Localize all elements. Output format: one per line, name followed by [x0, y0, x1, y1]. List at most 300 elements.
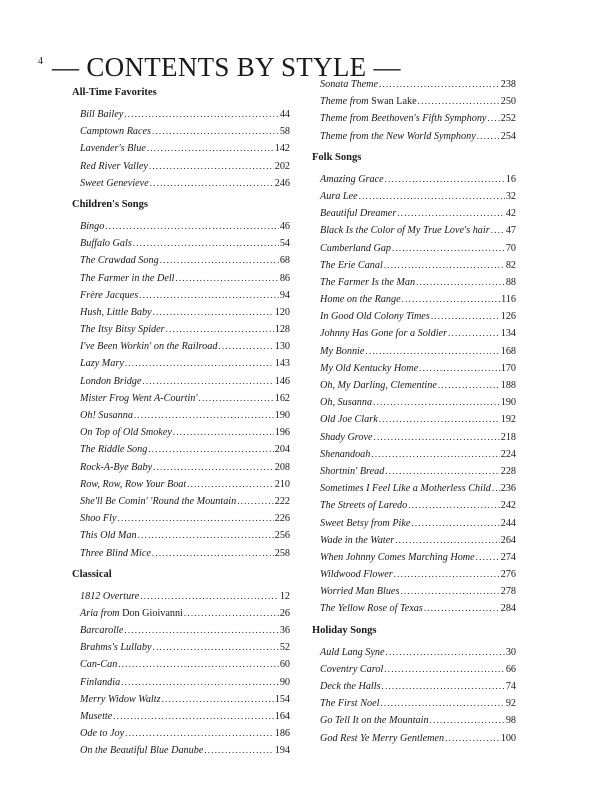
toc-entry[interactable]: [312, 644, 516, 661]
dot-leader: [380, 695, 504, 712]
entry-page-number: 238: [500, 79, 516, 90]
entry-title: [320, 429, 373, 446]
entry-title-text: Merry Widow Waltz: [80, 693, 161, 705]
entry-title-text: Beautiful Dreamer: [320, 208, 397, 220]
toc-entry[interactable]: [312, 695, 516, 712]
entry-page-number: 226: [274, 513, 290, 525]
toc-entry[interactable]: [312, 712, 516, 729]
toc-entry[interactable]: [72, 708, 290, 725]
entry-title: [320, 644, 385, 661]
entry-title-text: Aria from: [80, 607, 123, 619]
entry-page-number: 116: [501, 294, 516, 306]
dot-leader: [173, 424, 274, 441]
toc-entry[interactable]: [312, 730, 516, 747]
toc-entry[interactable]: [312, 411, 516, 428]
entry-page-number: 246: [274, 177, 290, 189]
entry-title-text: She'll Be Comin' 'Round the Mountain: [80, 495, 237, 507]
dot-leader: [118, 510, 274, 527]
entry-title: [320, 110, 486, 127]
dot-leader: [237, 493, 274, 510]
toc-entry[interactable]: [312, 480, 516, 497]
entry-title-text: Mister Frog Went A-Courtin': [80, 392, 198, 404]
toc-entry[interactable]: [312, 377, 516, 394]
entry-title: [320, 515, 410, 532]
entry-title: [320, 205, 396, 222]
toc-entry[interactable]: [312, 583, 516, 600]
entry-title-text: The First Noel: [320, 698, 380, 710]
entry-page-number: 210: [274, 478, 290, 490]
entry-title-text: Musette: [80, 711, 113, 722]
entry-page-number: 276: [500, 569, 516, 581]
entry-title-text: The Farmer in the Dell: [80, 272, 175, 284]
dot-leader: [385, 463, 499, 480]
dot-leader: [386, 644, 505, 661]
entry-title-text: Home on the Range: [320, 294, 401, 306]
toc-entry[interactable]: [72, 545, 290, 562]
toc-entry[interactable]: [72, 287, 290, 304]
entry-page-number: 30: [505, 646, 516, 658]
entry-title: [80, 407, 133, 424]
dot-leader: [153, 639, 279, 656]
entry-title-text: Oh, My Darling, Clementine: [320, 380, 437, 391]
entry-title-text: Shoo Fly: [80, 513, 117, 525]
entry-title-text: Sometimes I Feel Like a Motherless Child: [320, 483, 491, 495]
toc-entry[interactable]: [312, 128, 516, 145]
entry-title: [320, 171, 384, 188]
entry-title-text: Auld Lang Syne: [320, 646, 385, 658]
dot-leader: [113, 708, 273, 725]
entry-title-work: Don Gioivanni: [122, 607, 183, 619]
entry-title-text: Johnny Has Gone for a Soldier: [320, 328, 448, 340]
entry-title-text: When Johnny Comes Marching Home: [320, 551, 475, 563]
entry-page-number: 254: [500, 130, 516, 142]
dot-leader: [124, 622, 278, 639]
entry-title: [80, 218, 104, 235]
entry-page-number: 252: [500, 113, 516, 125]
entry-title: [320, 291, 401, 308]
dot-leader: [125, 725, 274, 742]
entry-page-number: 274: [500, 551, 516, 563]
entry-title: [80, 605, 183, 622]
entry-title: [80, 424, 172, 441]
entry-page-number: 100: [500, 732, 516, 744]
entry-title-text: Oh, Susanna: [320, 397, 373, 409]
entry-title: [80, 106, 123, 123]
dot-leader: [438, 377, 500, 394]
entry-title: [320, 274, 415, 291]
entry-page-number: 146: [274, 375, 290, 387]
entry-title: [320, 240, 391, 257]
dot-leader: [204, 742, 273, 759]
entry-title: [80, 175, 149, 192]
entry-page-number: 134: [500, 328, 516, 340]
entry-title-text: Aura Lee: [320, 190, 358, 202]
toc-entry[interactable]: [312, 549, 516, 566]
entry-title: [80, 390, 198, 407]
toc-entry[interactable]: [72, 588, 290, 605]
toc-entry[interactable]: [312, 274, 516, 291]
entry-title-text: The Farmer Is the Man: [320, 276, 416, 288]
entry-title: [320, 730, 444, 747]
dot-leader: [394, 566, 500, 583]
entry-page-number: 130: [274, 341, 290, 353]
entry-title: [320, 446, 370, 463]
entry-title: [80, 476, 186, 493]
entry-title-text: Worried Man Blues: [320, 586, 400, 598]
entry-page-number: 82: [505, 259, 516, 271]
entry-title-text: Rock-A-Bye Baby: [80, 461, 153, 473]
dot-leader: [160, 252, 279, 269]
entry-title-text: Row, Row, Row Your Boat: [80, 478, 187, 490]
entry-title-text: I've Been Workin' on the Railroad: [80, 341, 218, 353]
dot-leader: [379, 411, 500, 428]
entry-title-text: Bingo: [80, 220, 105, 232]
dot-leader: [218, 338, 273, 355]
toc-entry[interactable]: [72, 321, 290, 338]
entry-title-text: Oh! Susanna: [80, 410, 133, 421]
entry-title: [320, 93, 417, 110]
toc-entry[interactable]: [312, 532, 516, 549]
toc-entry[interactable]: [312, 110, 516, 127]
toc-entry[interactable]: [312, 222, 516, 239]
entry-title: [80, 588, 139, 605]
dot-leader: [402, 291, 500, 308]
entry-page-number: 264: [500, 534, 516, 546]
entry-title-text: Ode to Joy: [80, 728, 125, 740]
toc-entry[interactable]: [72, 742, 290, 759]
entry-title: [320, 463, 384, 480]
entry-title-text: Coventry Carol: [320, 663, 384, 675]
entry-page-number: 164: [274, 711, 290, 722]
toc-entry[interactable]: [312, 171, 516, 188]
entry-title: [80, 656, 117, 673]
entry-page-number: 236: [500, 483, 516, 495]
toc-entry[interactable]: [312, 446, 516, 463]
entry-page-number: 250: [500, 96, 516, 108]
entry-title: [80, 725, 124, 742]
entry-title: [80, 742, 203, 759]
entry-page-number: 47: [505, 225, 516, 237]
dot-leader: [431, 308, 500, 325]
toc-entry[interactable]: [312, 343, 516, 360]
entry-page-number: 194: [274, 745, 290, 757]
toc-entry[interactable]: [72, 304, 290, 321]
entry-page-number: 244: [500, 517, 516, 529]
entry-page-number: 278: [500, 586, 516, 598]
toc-entry[interactable]: [312, 497, 516, 514]
entry-page-number: 58: [279, 126, 290, 138]
entry-title: [320, 222, 490, 239]
entry-title: [80, 373, 141, 390]
entry-title: [80, 622, 123, 639]
toc-entry[interactable]: [312, 661, 516, 678]
left-column: [72, 84, 290, 760]
toc-entry[interactable]: [72, 270, 290, 287]
dot-leader: [492, 480, 500, 497]
toc-entry[interactable]: [72, 123, 290, 140]
entry-title-text: God Rest Ye Merry Gentlemen: [320, 732, 445, 744]
toc-entry[interactable]: [312, 188, 516, 205]
dot-leader: [105, 218, 278, 235]
toc-entry[interactable]: [72, 338, 290, 355]
entry-title: [80, 355, 124, 372]
dot-leader: [382, 678, 505, 695]
entry-title: [80, 304, 152, 321]
dot-leader: [416, 274, 505, 291]
entry-page-number: 120: [274, 306, 290, 318]
toc-entry[interactable]: [72, 355, 290, 372]
toc-entry[interactable]: [72, 252, 290, 269]
entry-title-text: Shenandoah: [320, 448, 371, 460]
toc-entry[interactable]: [72, 390, 290, 407]
entry-title-text: 1812 Overture: [80, 590, 140, 602]
toc-entry[interactable]: [72, 622, 290, 639]
entry-page-number: 204: [274, 444, 290, 456]
dot-leader: [139, 287, 279, 304]
toc-entry[interactable]: [312, 429, 516, 446]
entry-page-number: 154: [274, 693, 290, 705]
dot-leader: [138, 527, 274, 544]
dot-leader: [153, 304, 274, 321]
entry-page-number: 224: [500, 448, 516, 460]
dot-leader: [397, 205, 505, 222]
toc-entry[interactable]: [312, 566, 516, 583]
toc-entry[interactable]: [312, 600, 516, 617]
toc-entry[interactable]: [72, 605, 290, 622]
toc-entry[interactable]: [72, 656, 290, 673]
entry-page-number: 242: [500, 500, 516, 512]
entry-page-number: 258: [274, 547, 290, 559]
section-heading: Classical: [72, 568, 112, 580]
dot-leader: [147, 140, 274, 157]
entry-title-text: London Bridge: [80, 375, 142, 387]
entry-title-text: Black Is the Color of My True Love's hair: [320, 225, 490, 237]
dot-leader: [184, 605, 279, 622]
dot-leader: [359, 188, 505, 205]
toc-entry[interactable]: [72, 639, 290, 656]
page-number: 4: [38, 56, 43, 67]
entry-title-text: Bill Bailey: [80, 109, 124, 120]
entry-title-text: Sweet Genevieve: [80, 177, 149, 189]
toc-entry[interactable]: [312, 240, 516, 257]
dot-leader: [118, 656, 278, 673]
entry-page-number: 190: [274, 410, 290, 421]
toc-entry[interactable]: [72, 218, 290, 235]
toc-entry[interactable]: [312, 394, 516, 411]
entry-title: [80, 527, 137, 544]
entry-page-number: 186: [274, 728, 290, 740]
toc-entry[interactable]: [312, 325, 516, 342]
entry-page-number: 192: [500, 414, 516, 426]
entry-page-number: 90: [279, 676, 290, 688]
entry-page-number: 60: [279, 659, 290, 671]
toc-entry[interactable]: [72, 476, 290, 493]
entry-page-number: 170: [500, 362, 516, 374]
entry-page-number: 88: [505, 276, 516, 288]
dot-leader: [445, 730, 500, 747]
entry-page-number: 42: [505, 208, 516, 220]
page-title: — CONTENTS BY STYLE —: [52, 52, 401, 82]
entry-page-number: 202: [274, 160, 290, 172]
toc-entry[interactable]: [72, 407, 290, 424]
entry-title: [80, 441, 147, 458]
entry-page-number: 188: [500, 380, 516, 391]
entry-title-text: Deck the Halls: [320, 681, 381, 692]
toc-entry[interactable]: [72, 510, 290, 527]
entry-page-number: 196: [274, 427, 290, 439]
entry-page-number: 126: [500, 311, 516, 323]
entry-title-text: The Crawdad Song: [80, 255, 159, 267]
entry-page-number: 256: [274, 530, 290, 542]
entry-title-text: Brahms's Lullaby: [80, 642, 152, 654]
entry-page-number: 98: [505, 715, 516, 727]
dot-leader: [150, 175, 274, 192]
entry-title-text: On the Beautiful Blue Danube: [80, 745, 204, 757]
entry-title: [320, 128, 476, 145]
dot-leader: [162, 691, 274, 708]
entry-title-text: Finlandia: [80, 676, 121, 688]
dot-leader: [134, 407, 274, 424]
toc-entry[interactable]: [72, 140, 290, 157]
section-heading: Holiday Songs: [312, 624, 377, 636]
entry-title-text: Barcarolle: [80, 625, 124, 637]
entry-title: [320, 188, 358, 205]
entry-title: [320, 497, 407, 514]
section-heading: Children's Songs: [72, 198, 148, 210]
toc-entry[interactable]: [312, 93, 516, 110]
entry-title-text: Cumberland Gap: [320, 242, 392, 254]
toc-entry[interactable]: [72, 158, 290, 175]
entry-title-text: Theme from Beethoven's Fifth Symphony: [320, 113, 487, 125]
toc-entry[interactable]: [72, 691, 290, 708]
toc-entry[interactable]: [312, 205, 516, 222]
dot-leader: [133, 235, 279, 252]
entry-page-number: 74: [505, 681, 516, 692]
entry-title: [80, 545, 151, 562]
entry-title-work: Swan Lake: [371, 96, 417, 108]
dot-leader: [430, 712, 505, 729]
entry-page-number: 70: [505, 242, 516, 254]
dot-leader: [384, 661, 505, 678]
entry-title-text: Camptown Races: [80, 126, 152, 138]
entry-title: [80, 493, 236, 510]
toc-entry[interactable]: [72, 674, 290, 691]
entry-title: [80, 691, 161, 708]
dot-leader: [476, 549, 500, 566]
toc-entry[interactable]: [312, 463, 516, 480]
dot-leader: [418, 93, 500, 110]
entry-title: [320, 695, 379, 712]
entry-title-text: My Bonnie: [320, 345, 365, 357]
entry-title-text: In Good Old Colony Times: [320, 311, 430, 323]
section-heading: All-Time Favorites: [72, 87, 157, 98]
entry-title: [320, 661, 383, 678]
entry-title: [320, 377, 437, 394]
dot-leader: [477, 128, 500, 145]
entry-page-number: 143: [274, 358, 290, 370]
toc-entry[interactable]: [312, 257, 516, 274]
dot-leader: [400, 583, 499, 600]
entry-title: [80, 252, 159, 269]
dot-leader: [176, 270, 279, 287]
dot-leader: [419, 360, 500, 377]
entry-title-text: Can-Can: [80, 659, 118, 671]
entry-title: [80, 235, 132, 252]
entry-title: [80, 459, 152, 476]
entry-title: [320, 480, 491, 497]
entry-title-text: Frère Jacques: [80, 289, 139, 301]
toc-entry[interactable]: [72, 235, 290, 252]
dot-leader: [411, 515, 499, 532]
dot-leader: [124, 106, 279, 123]
toc-entry[interactable]: [72, 424, 290, 441]
entry-title-text: On Top of Old Smokey: [80, 427, 172, 439]
toc-entry[interactable]: [72, 175, 290, 192]
toc-entry[interactable]: [312, 360, 516, 377]
entry-title: [80, 674, 120, 691]
dot-leader: [374, 429, 500, 446]
entry-title-text: Theme from the New World Symphony: [320, 130, 476, 142]
entry-title-text: The Erie Canal: [320, 259, 383, 271]
entry-title: [320, 549, 475, 566]
entry-title-text: Buffalo Gals: [80, 238, 132, 250]
entry-title: [320, 343, 364, 360]
entry-page-number: 54: [279, 238, 290, 250]
entry-title-text: Three Blind Mice: [80, 547, 151, 559]
entry-title-text: Wildwood Flower: [320, 569, 393, 581]
entry-title: [320, 325, 447, 342]
entry-title-text: Red River Valley: [80, 160, 148, 172]
toc-entry[interactable]: [72, 725, 290, 742]
entry-page-number: 142: [274, 143, 290, 155]
entry-title-text: Amazing Grace: [320, 173, 384, 185]
toc-entry[interactable]: [72, 106, 290, 123]
entry-title-text: Lazy Mary: [80, 358, 124, 370]
toc-entry[interactable]: [312, 678, 516, 695]
toc-entry[interactable]: [72, 459, 290, 476]
toc-entry[interactable]: [72, 493, 290, 510]
entry-title-text: The Itsy Bitsy Spider: [80, 324, 165, 336]
dot-leader: [142, 373, 273, 390]
toc-entry[interactable]: [72, 373, 290, 390]
entry-page-number: 222: [274, 495, 290, 507]
entry-title: [80, 338, 217, 355]
toc-entry[interactable]: [312, 291, 516, 308]
entry-page-number: 218: [500, 431, 516, 443]
entry-title: [80, 708, 112, 725]
entry-title-text: My Old Kentucky Home: [320, 362, 419, 374]
entry-page-number: 162: [274, 392, 290, 404]
dot-leader: [153, 459, 274, 476]
entry-page-number: 190: [500, 397, 516, 409]
dot-leader: [199, 390, 274, 407]
entry-title: [80, 270, 175, 287]
entry-page-number: 68: [279, 255, 290, 267]
entry-page-number: 92: [505, 698, 516, 710]
entry-title: [320, 678, 381, 695]
toc-entry[interactable]: [312, 76, 516, 93]
toc-entry[interactable]: [312, 515, 516, 532]
entry-title: [80, 123, 151, 140]
toc-entry[interactable]: [72, 441, 290, 458]
entry-title: [320, 394, 372, 411]
section-heading: Folk Songs: [312, 151, 362, 163]
entry-page-number: 26: [279, 607, 290, 619]
toc-entry[interactable]: [72, 527, 290, 544]
entry-title: [80, 140, 146, 157]
toc-entry[interactable]: [312, 308, 516, 325]
dot-leader: [365, 343, 499, 360]
